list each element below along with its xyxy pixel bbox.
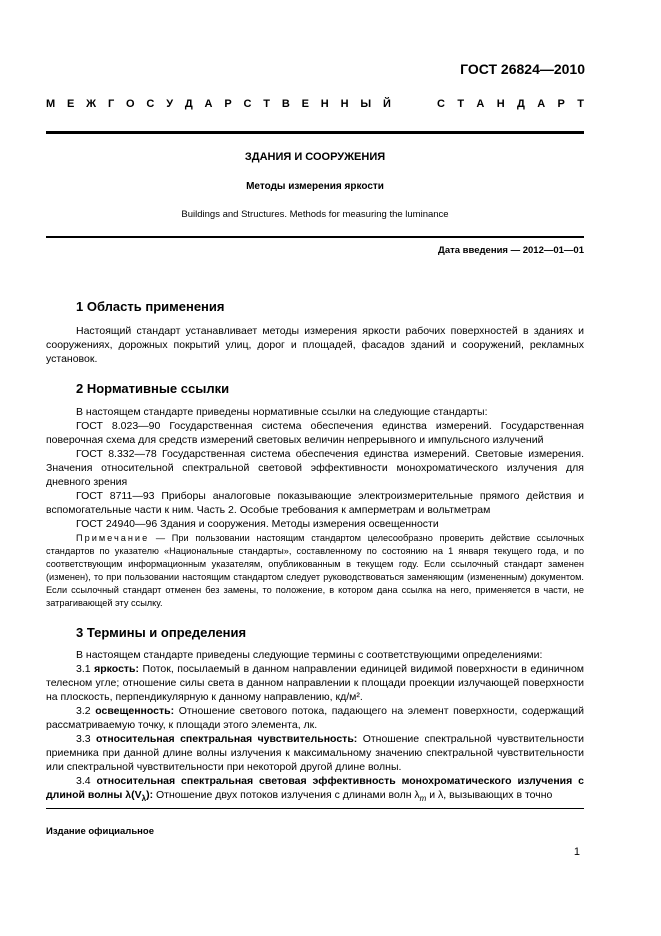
section-2-para: В настоящем стандарте приведены нормативные ссылки на следующие стандарты: xyxy=(76,406,488,418)
section-3-body xyxy=(46,648,584,806)
banner-letter: Т xyxy=(263,98,271,110)
term-name: относительная спектральная световая эффективность монохроматического излучения с длиной волны $\lambda(V_\lambda)$: xyxy=(46,775,584,804)
banner-letter: Н xyxy=(496,98,505,110)
term-number: 3.4 xyxy=(76,775,91,787)
banner-letter: М xyxy=(46,98,56,110)
standard-number: ГОСТ 26824—2010 xyxy=(460,61,585,77)
term-definition: Отношение светового потока, падающего на элемент поверхности, содержащий рассматриваемую точку, к площади этого элемента, лк. xyxy=(46,705,585,731)
term-3-3 xyxy=(46,732,584,774)
banner-letter: Т xyxy=(577,98,584,110)
banner-letter: Ы xyxy=(360,98,372,110)
banner-letter: С xyxy=(437,98,445,110)
introduction-date: Дата введения — 2012—01—01 xyxy=(438,245,584,256)
section-2-ref: ГОСТ 8.023—90 Государственная система обеспечения единства измерений. Государственная поверочная схема для средств измерений световых величин непрерывного и импульсного излучений xyxy=(46,420,584,446)
footer-rule xyxy=(46,808,584,809)
section-3-intro: В настоящем стандарте приведены следующие термины с соответствующими определениями: xyxy=(76,649,543,661)
section-2-ref: ГОСТ 8711—93 Приборы аналоговые показывающие электроизмерительные прямого действия и вспомогательные части к ним. Часть 2. Особые требования к амперметрам и вольтметрам xyxy=(46,490,584,516)
banner-letter: Й xyxy=(382,98,391,110)
banner-left xyxy=(46,98,391,110)
banner-letter: Е xyxy=(301,98,309,110)
term-3-1 xyxy=(46,662,584,704)
banner-letter: Д xyxy=(517,98,525,110)
banner-letter: С xyxy=(146,98,155,110)
banner-letter: А xyxy=(204,98,213,110)
term-name: относительная спектральная чувствительность: xyxy=(96,733,358,745)
term-number: 3.2 xyxy=(76,705,91,717)
note-text: — При пользовании настоящим стандартом целесообразно проверить действие ссылочных стандартов по указателю «Национальные стандарты», составленному по состоянию на 1 января текущего года, и по соответствующим информационным указателям, опубликованным в текущем году. Если ссылочный стандарт заменен (изменен), то при пользовании настоящим стандартом следует руководствоваться заменяющим (измененным) документом. Если ссылочный стандарт отменен без замены, то положение, в котором дана ссылка на него, применяется в части, не затрагивающей эту ссылку. xyxy=(46,533,584,608)
term-3-4: 3.4 относительная спектральная световая эффективность монохроматического излучения с длиной волны $\lambda(V_\lambda)$: Отношение двух потоков излучения с длинами волн $\lambda_m$ и λ, вызывающих в точно xyxy=(46,775,584,804)
section-2-note xyxy=(46,532,584,610)
banner-letter: В xyxy=(281,98,290,110)
document-title: ЗДАНИЯ И СООРУЖЕНИЯ xyxy=(244,151,386,163)
note-label: Примечание xyxy=(76,533,150,543)
section-1-body xyxy=(46,324,584,366)
banner-letter: О xyxy=(126,98,135,110)
banner-letter: Н xyxy=(340,98,349,110)
banner-letter: Р xyxy=(224,98,232,110)
term-3-2 xyxy=(46,704,584,732)
banner-letter: Ж xyxy=(86,98,97,110)
section-2-heading: 2 Нормативные ссылки xyxy=(76,381,230,396)
term-definition: Отношение спектральной чувствительности приемника при данной длине волны излучения к максимальному значению спектральной чувствительности или спектральной чувствительности при некоторой другой длине волны. xyxy=(46,733,585,773)
banner-letter: Р xyxy=(557,98,565,110)
banner-letter: А xyxy=(476,98,485,110)
term-name: яркость: xyxy=(94,663,140,675)
term-number: 3.3 xyxy=(76,733,91,745)
standard-type-banner xyxy=(46,98,584,110)
term-number: 3.1 xyxy=(76,663,91,675)
term-definition: Поток, посылаемый в данном направлении единицей видимой поверхности в единичном телесном угле; отношение силы света в данном направлении к площади проекции излучающей поверхности на плоскость, перпендикулярную к данному направлению, кд/м². xyxy=(46,663,584,703)
banner-letter: Г xyxy=(107,98,115,110)
banner-letter: Т xyxy=(457,98,465,110)
banner-letter: Д xyxy=(184,98,193,110)
banner-letter: Е xyxy=(67,98,75,110)
page-number: 1 xyxy=(573,846,580,858)
banner-letter: У xyxy=(166,98,174,110)
section-2-ref: ГОСТ 24940—96 Здания и сооружения. Методы измерения освещенности xyxy=(76,518,439,530)
term-definition: Отношение двух потоков излучения с длинами волн λ xyxy=(153,789,420,801)
header-rule xyxy=(46,131,584,134)
edition-label: Издание официальное xyxy=(46,826,154,837)
section-1-text: Настоящий стандарт устанавливает методы измерения яркости рабочих поверхностей в зданиях и сооружениях, дорожных покрытий улиц, дорог и площадей, фасадов зданий и сооружений, рекламных установок. xyxy=(46,325,584,365)
section-3-heading: 3 Термины и определения xyxy=(76,625,247,640)
banner-letter: С xyxy=(243,98,252,110)
english-title: Buildings and Structures. Methods for measuring the luminance xyxy=(181,209,449,220)
banner-right xyxy=(437,98,584,110)
section-2-body xyxy=(46,405,584,531)
banner-letter: А xyxy=(537,98,546,110)
document-subtitle: Методы измерения яркости xyxy=(246,181,384,192)
section-1-heading: 1 Область применения xyxy=(76,299,225,314)
banner-letter: Н xyxy=(320,98,329,110)
term-name: освещенность: xyxy=(95,705,175,717)
section-2-ref: ГОСТ 8.332—78 Государственная система обеспечения единства измерений. Световые измерения. Значения относительной спектральной световой эффективности монохроматического излучения для дневного зрения xyxy=(46,448,584,488)
title-rule xyxy=(46,236,584,238)
